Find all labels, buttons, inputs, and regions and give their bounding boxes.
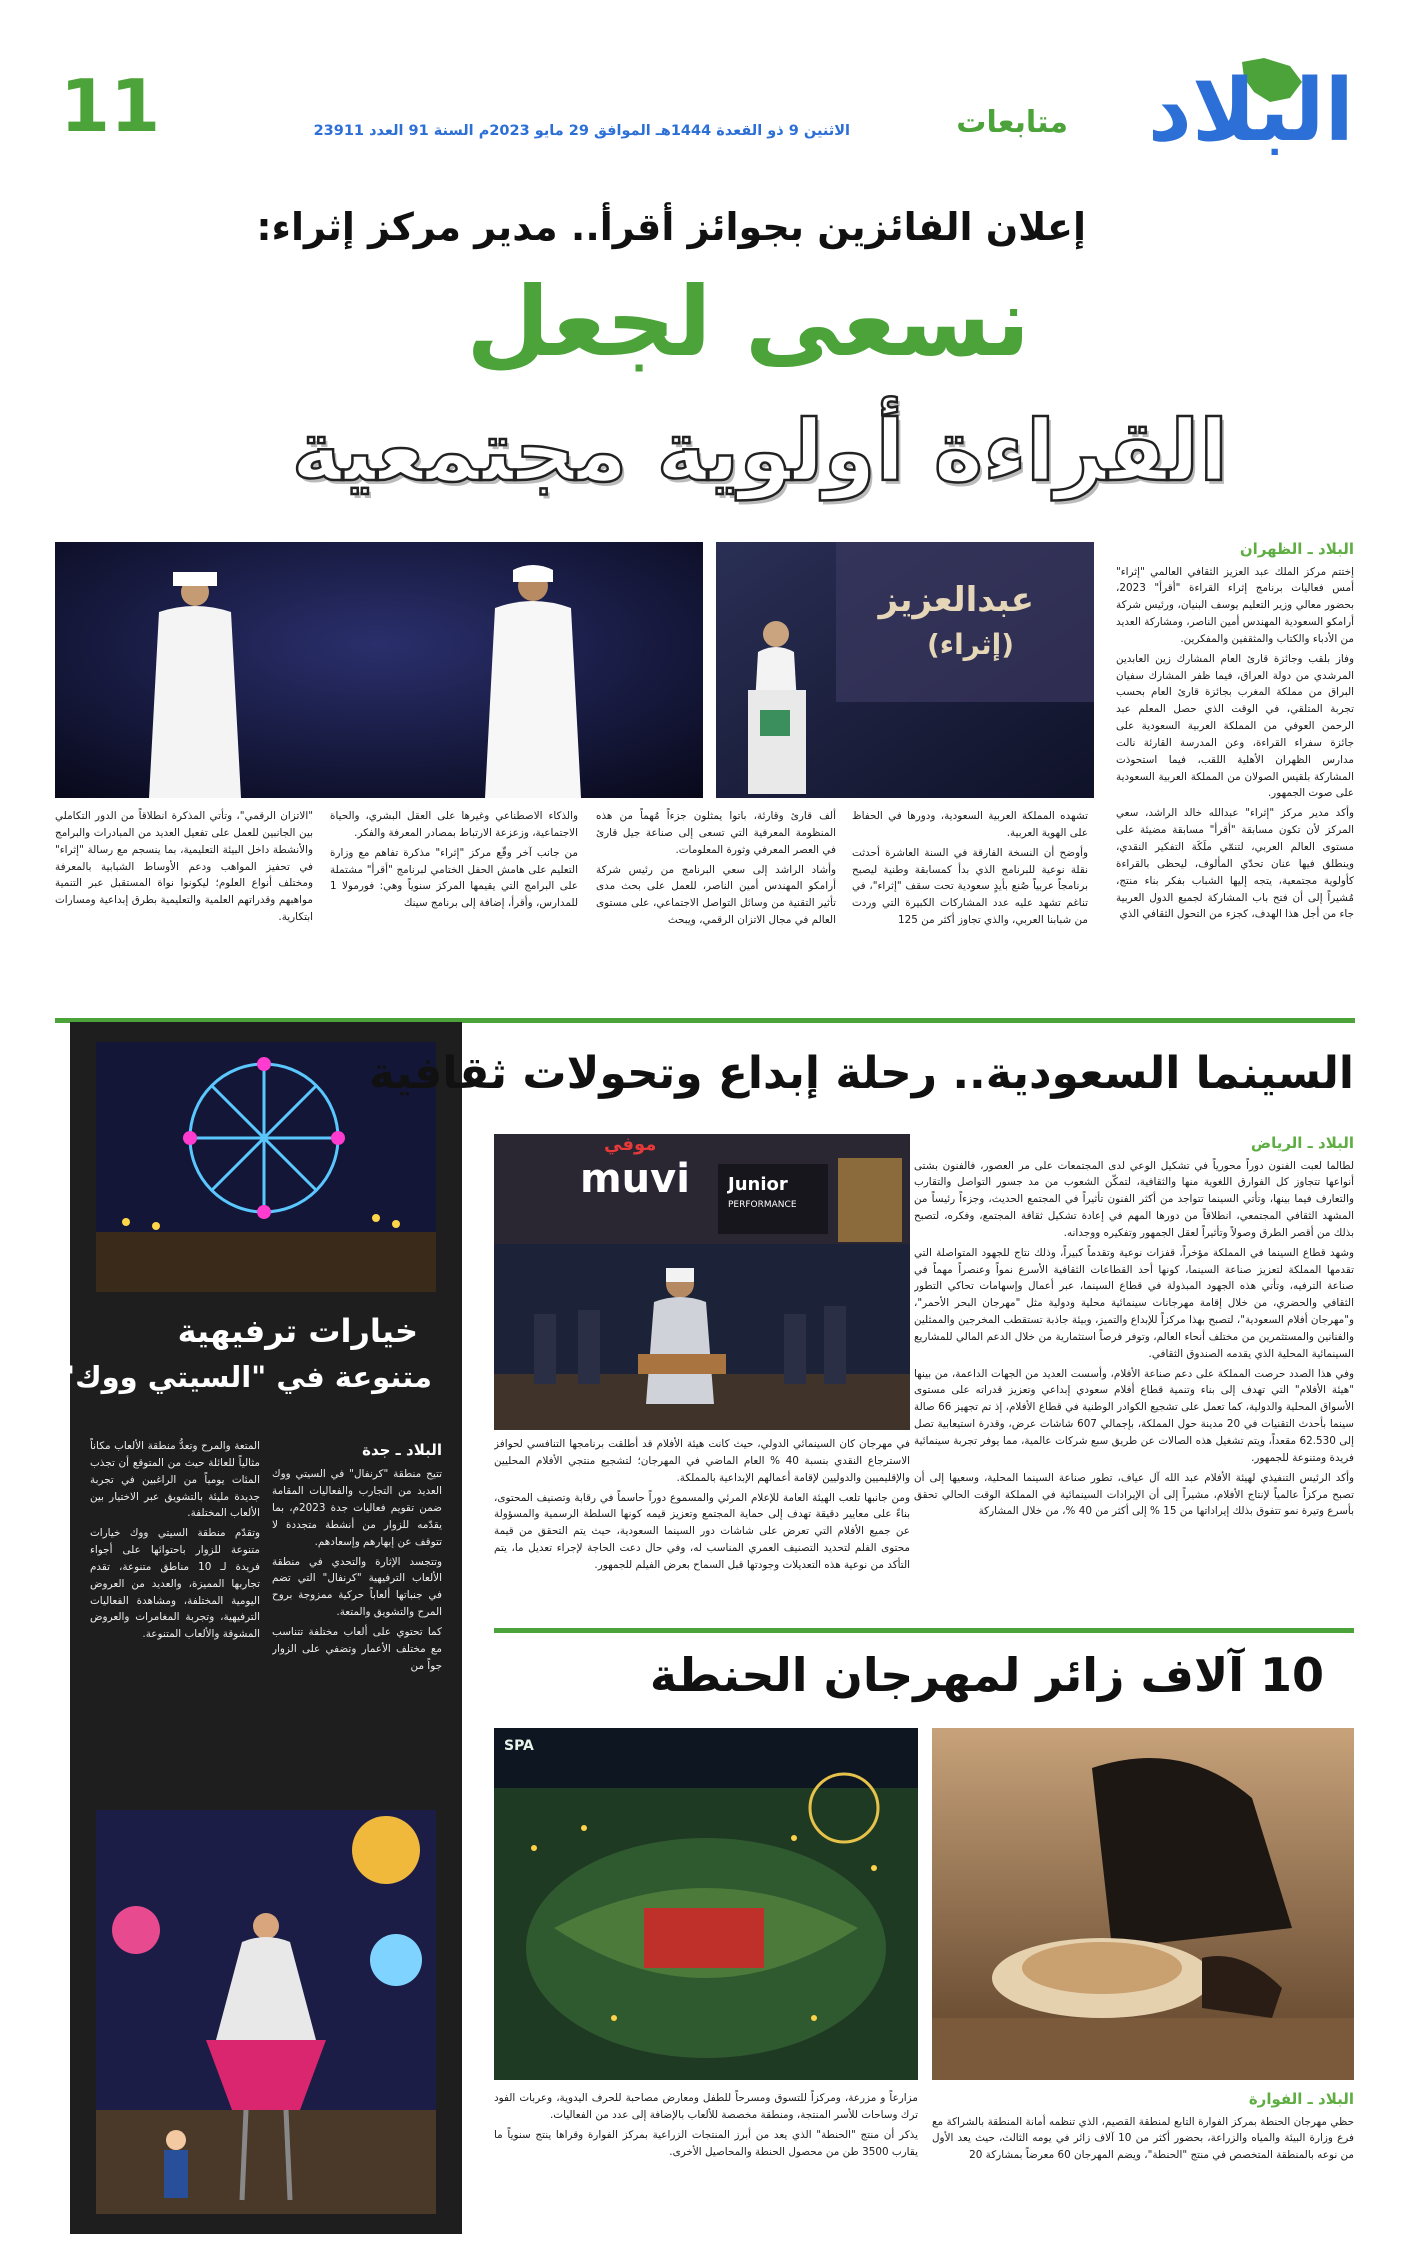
paragraph: من جانب آخر وقّع مركز "إثراء" مذكرة تفاهم مع وزارة التعليم على هامش الحفل الختامي لبرنامج "أقرأ" مشتملة على البرامج التي يقيمها المركز سنوياً وهي: فورمولا 1 للمدارس، وأقرأ، إضافة إلى برنامج سينك (330, 846, 578, 910)
paragraph: حظي مهرجان الحنطة بمركز الفوارة التابع لمنطقة القصيم، الذي تنظمه أمانة المنطقة بالشراكة مع فرع وزارة البيئة والمياه والزراعة، بحضور أكثر من 10 آلاف زائر في يومه الثالث، حيث يعد الأول من نوعه بالمنطقة المتخصص في منتج "الحنطة"، ويضم المهرجان 60 معرضاً بمشاركة 20 (932, 2115, 1354, 2162)
cinema-sign-arabic: موفي (604, 1134, 657, 1155)
cinema-sign-performance: PERFORMANCE (728, 1200, 797, 1210)
paragraph: وفي هذا الصدد حرصت المملكة على دعم صناعة الأفلام، وأسست العديد من الجهات الداعمة، من بينها "هيئة الأفلام" التي تهدف إلى بناء وتنمية قطاع أفلام سعودي إبداعي وتعزيز قدراته على مستوى الأسواق المحلية والدولية، كما تعمل على تشجيع الكوادر الوطنية في قطاع الأفلام، إذ تم تجهيز 66 صالة سينما بأحدث التقنيات في 20 مدينة حول المملكة، بإجمالي 607 شاشات عرض، وقدرة استيعابية تصل إلى 62.530 مقعداً، ويتم تشغيل هذه الصالات عن طريق سبع شركات عالمية، مما يوفر تجربة سينمائية فريدة ومتنوعة للجمهور. (914, 1367, 1354, 1464)
cinema-entrance-photo (494, 1134, 910, 1430)
paragraph: وأشاد الراشد إلى سعي البرنامج من رئيس شركة أرامكو المهندس أمين الناصر، للعمل على بحث مدى تأثير التقنية من وسائل التواصل الاجتماعي، على مستوى العالم في مجال الاتزان الرقمي، ويبحث (596, 863, 836, 927)
paragraph: المتعة والمرح وتعدُّ منطقة الألعاب مكاناً مثالياً للعائلة حيث من المتوقع أن تجذب المئات يومياً من الراغبين في تجربة جديدة مليئة بالتشويق عبر الاختيار بين الألعاب المختلفة. (90, 1440, 260, 1520)
paragraph: والذكاء الاصطناعي وغيرها على العقل البشري، والحياة الاجتماعية، وزعزعة الارتباط بمصادر المعرفة والفكر. (330, 810, 578, 839)
sidebar-column-2 (90, 1438, 260, 1794)
logo-text: البلاد (1147, 61, 1354, 161)
story1-headline-outline: القراءة أولوية مجتمعية (291, 402, 1228, 500)
photo-banner-text: عبدالعزيز (878, 580, 1034, 620)
story1-column-3 (596, 808, 836, 1000)
sidebar-byline: البلاد ـ جدة (362, 1441, 442, 1459)
cinema-sign: muvi (580, 1156, 690, 1202)
story3-headline: 10 آلاف زائر لمهرجان الحنطة (649, 1648, 1324, 1702)
paragraph: وتتجسد الإثارة والتحدي في منطقة الألعاب الترفيهية "كرنفال" التي تضم في جنباتها ألعاباً حركية ممزوجة بروح المرح والتشويق والمتعة. (272, 1555, 442, 1619)
newspaper-logo (1114, 52, 1354, 167)
baking-photo (932, 1728, 1354, 2080)
paragraph: مزارعاً و مزرعة، ومركزاً للتسوق ومسرحاً للطفل ومعارض مصاحبة للحرف اليدوية، وعربات الفود ترك وساحات للأسر المنتجة، ومنطقة مخصصة للألعاب بالإضافة إلى عدد من الفعاليات. (494, 2092, 918, 2121)
story1-column-4 (330, 808, 578, 1000)
ithra-stage-photo (55, 542, 703, 798)
story2-column-1 (914, 1134, 1354, 1618)
paragraph: ومن جانبها تلعب الهيئة العامة للإعلام المرئي والمسموع دوراً حاسماً في رقابة وتصنيف المحتوى، بناءً على معايير دقيقة تهدف إلى حماية المجتمع وتعزيز قيمه كونها السلطة الرسمية والمسؤولة عن جميع الأفلام التي تعرض على شاشات دور السينما السعودية، حيث يتم التحقق من قيمة محتوى الفلم لتحديد التصنيف العمري المناسب له، وفي حال دعت الحاجة لإجراء تعديل ما، يتم التأكد من نوعية هذه التعديلات وجودتها قبل السماح بعرض الفيلم للجمهور. (494, 1491, 910, 1571)
date-line: الاثنين 9 ذو القعدة 1444هـ الموافق 29 مايو 2023م السنة 91 العدد 23911 (313, 123, 850, 139)
paragraph: إختتم مركز الملك عبد العزيز الثقافي العالمي "إثراء" أمس فعاليات برنامج إثراء القراءة "أقرأ" 2023، بحضور معالي وزير التعليم يوسف البنيان، ورئيس شركة أرامكو السعودية المهندس أمين الناصر، ومشاركة العديد من الأدباء والكتاب والمثقفين والمفكرين. (1116, 565, 1354, 645)
paragraph: وأكد الرئيس التنفيذي لهيئة الأفلام عبد الله آل عياف، تطور صناعة السينما المحلية، وسعيها إلى أن تصبح مركزاً عالمياً لإنتاج الأفلام، مشيراً إلى أن الإيرادات السينمائية في المملكة الوقت الحالي تحقق بأسرع وتيرة نمو تتفوق بذلك إيراداتها من 15 % إلى أكثر من 40 %، من خلال المشاركة (914, 1471, 1354, 1518)
cinema-sign-junior: Junior (728, 1174, 788, 1195)
story3-byline: البلاد ـ الفوارة (1248, 2090, 1354, 2108)
paragraph: تشهده المملكة العربية السعودية، ودورها في الحفاظ على الهوية العربية. (852, 810, 1088, 839)
paragraph: وشهد قطاع السينما في المملكة مؤخراً، قفزات نوعية وتقدماً كبيراً، وذلك نتاج للجهود المتواصلة التي تقدمها المملكة لتعزيز صناعة السينما، كونها أحد القطاعات الثقافية الأسرع نمواً وعنصراً مهماً في صناعة الترفيه، وتأتي هذه الجهود المبذولة في قطاع السينما، عبر أعمال وإسهامات تحاكي التطور الثقافي والحضري، من خلال إقامة مهرجانات سينمائية محلية ودولية مثل "مهرجان البحر الأحمر"، و"مهرجان أفلام السعودية"، لتصبح بهذا مركزاً للإبداع والتميز، وبيئة جاذبة تستقطب المخرجين والممثلين والفنانين والمستثمرين من مختلف أنحاء العالم، وتوفر فرصاً استثمارية من خلال الدعم المالي للمشاريع السينمائية المحلية الذي يقدمه الصندوق الثقافي. (914, 1246, 1354, 1360)
paragraph: لطالما لعبت الفنون دوراً محورياً في تشكيل الوعي لدى المجتمعات على مر العصور، فالفنون بشتى أنواعها تتجاوز كل الفوارق اللغوية منها والثقافية، لتمكّن الشعوب من مد جسور التواصل والتقارب والتعارف فيما بينها، وتأتي السينما تتواجد من أكثر الفنون تأثيراً في المجتمع الحديث، وجزءاً رئيساً من المشهد الثقافي المجتمعي، انطلاقاً من دورها المهم في إعادة تشكيل ثقافة المجتمع، وفكره، لتصبح بذلك من أقصر الطرق وصولاً وتأثيراً لعقل الجمهور وتفكيره ووجدانه. (914, 1159, 1354, 1239)
paragraph: في مهرجان كان السينمائي الدولي، حيث كانت هيئة الأفلام قد أطلقت برنامجها التنافسي لحوافز الاسترجاع النقدي بنسبة 40 % العام الماضي في المهرجان؛ لتشجيع منتجي الأفلام المحليين والإقليميين والدوليين لإقامة أعمالهم الإبداعية بالمملكة. (494, 1438, 910, 1484)
paragraph: ألف قارئ وقارئة، باتوا يمثلون جزءاً مُهماً من هذه المنظومة المعرفية التي تسعى إلى صناعة جيل قارئ في العصر المعرفي وثورة المعلومات. (596, 810, 836, 856)
paragraph: يذكر أن منتج "الحنطة" الذي يعد من أبرز المنتجات الزراعية بمركز الفوارة وقراها ينتج سنوياً ما يقارب 3500 طن من محصول الحنطة والمحاصيل الأخرى. (494, 2128, 918, 2158)
page-number: 11 (60, 64, 161, 148)
paragraph: وتقدّم منطقة السيتي ووك خيارات متنوعة للزوار باحتوائها على أجواء فريدة لـ 10 مناطق متنوعة، تقدم تجاربها المميزة، والعديد من العروض اليومية المختلفة، ومشاهدة الفعاليات الترفيهية، وتجربة المغامرات والعروض المشوقة والألعاب المتنوعة. (90, 1527, 260, 1641)
paragraph: وأكد مدير مركز "إثراء" عبدالله خالد الراشد، سعي المركز لأن تكون مسابقة "أقرأ" مسابقة مضيئة على مستوى العالم العربي، لتنمّي ملَكَة التفكير النقدي، وينطلق فيها عنان تحدّي المألوف، ليحظى بالقراءة كأولوية مجتمعية، يتجه إليها الشباب بفكر بناء منتج، مُشيراً إلى أن فتح باب المشاركة لجميع الدول العربية جاء من أجل هذا الهدف، كجزء من التحول الثقافي الذي (1116, 807, 1354, 921)
story2-column-2 (494, 1436, 910, 1618)
paragraph: تتيح منطقة "كرنفال" في السيتي ووك العديد من التجارب والفعاليات المقامة ضمن تقويم فعاليات جدة 2023م، بما يقدّمه للزوار من أنشطة متجددة لا تتوقف عن إبهارهم وإسعادهم. (272, 1468, 442, 1548)
festival-aerial-photo (494, 1728, 918, 2080)
story1-column-2 (852, 808, 1088, 1000)
sidebar-headline-1: خيارات ترفيهية (177, 1312, 418, 1350)
city-walk-sidebar (59, 1022, 462, 2234)
paragraph: وأوضح أن النسخة الفارقة في السنة العاشرة أحدثت نقلة نوعية للبرنامج الذي بدأ كمسابقة وطنية ليصبح برنامجاً عربياً صُنع بأيدٍ سعودية تحت سقف "إثراء"، في تناغم تشهد عليه عدد المشاركات الكبيرة التي وردت من شبابنا العربي، والذي تجاوز أكثر من 125 (852, 846, 1088, 927)
spa-watermark: SPA (504, 1738, 534, 1754)
story1-byline: البلاد ـ الظهران (1239, 540, 1354, 558)
story1-kicker: إعلان الفائزين بجوائز أقرأ.. مدير مركز إثراء: (256, 205, 1086, 249)
story3-column-2 (494, 2090, 918, 2230)
sidebar-column-1 (272, 1438, 442, 1794)
divider (494, 1628, 1354, 1633)
story2-byline: البلاد ـ الرياض (1250, 1134, 1354, 1152)
section-label: متابعات (956, 105, 1068, 140)
masthead (0, 0, 1420, 190)
paragraph: وفاز بلقب وجائزة قارئ العام المشارك زين العابدين المرشدي من دولة العراق، فيما ظفر المشارك سفيان البراق من مملكة المغرب بجائزة قارئ العام بحسب تجربة المتلقي، في الوقت الذي حصل المعلم عبد الرحمن العوفي من المملكة العربية السعودية على جائزة سفراء القراءة، وعن المدرسة القارئة نالت مدارس الظهران الأهلية اللقب، فيما استحوذت المشاركة بلقيس الصولان من المملكة العربية السعودية على صوت الجمهور. (1116, 652, 1354, 800)
story3-column-1 (932, 2090, 1354, 2230)
story1-headline: نسعى لجعل (466, 266, 1030, 378)
story1-column-5 (55, 808, 313, 1000)
ithra-podium-photo (716, 542, 1094, 798)
paragraph: "الاتزان الرقمي"، وتأتي المذكرة انطلاقاً من الدور التكاملي بين الجانبين للعمل على تفعيل العديد من المبادرات والبرامج والأنشطة داخل البيئة التعليمية، بما ينسجم مع رسالة "إثراء" في تحفيز المواهب ودعم الأوساط الشبابية بالمعرفة ومختلف أنواع العلوم؛ ليكونوا نواة المستقبل عبر التنمية مواهبهم وقدراتهم العلمية والتعليمية بطرق إبداعية ومسارات ابتكارية. (55, 810, 313, 924)
stilt-performer-photo (96, 1810, 436, 2214)
photo-banner-text-2: (إثراء) (926, 628, 1014, 661)
story1-column-1 (1116, 540, 1354, 1000)
story2-headline: السينما السعودية.. رحلة إبداع وتحولات ثقافية (368, 1048, 1354, 1099)
sidebar-headline-2: متنوعة في "السيتي ووك" (59, 1360, 432, 1394)
paragraph: كما تحتوي على ألعاب مختلفة تتناسب مع مختلف الأعمار وتضفي على الزوار جواً من (272, 1625, 442, 1672)
